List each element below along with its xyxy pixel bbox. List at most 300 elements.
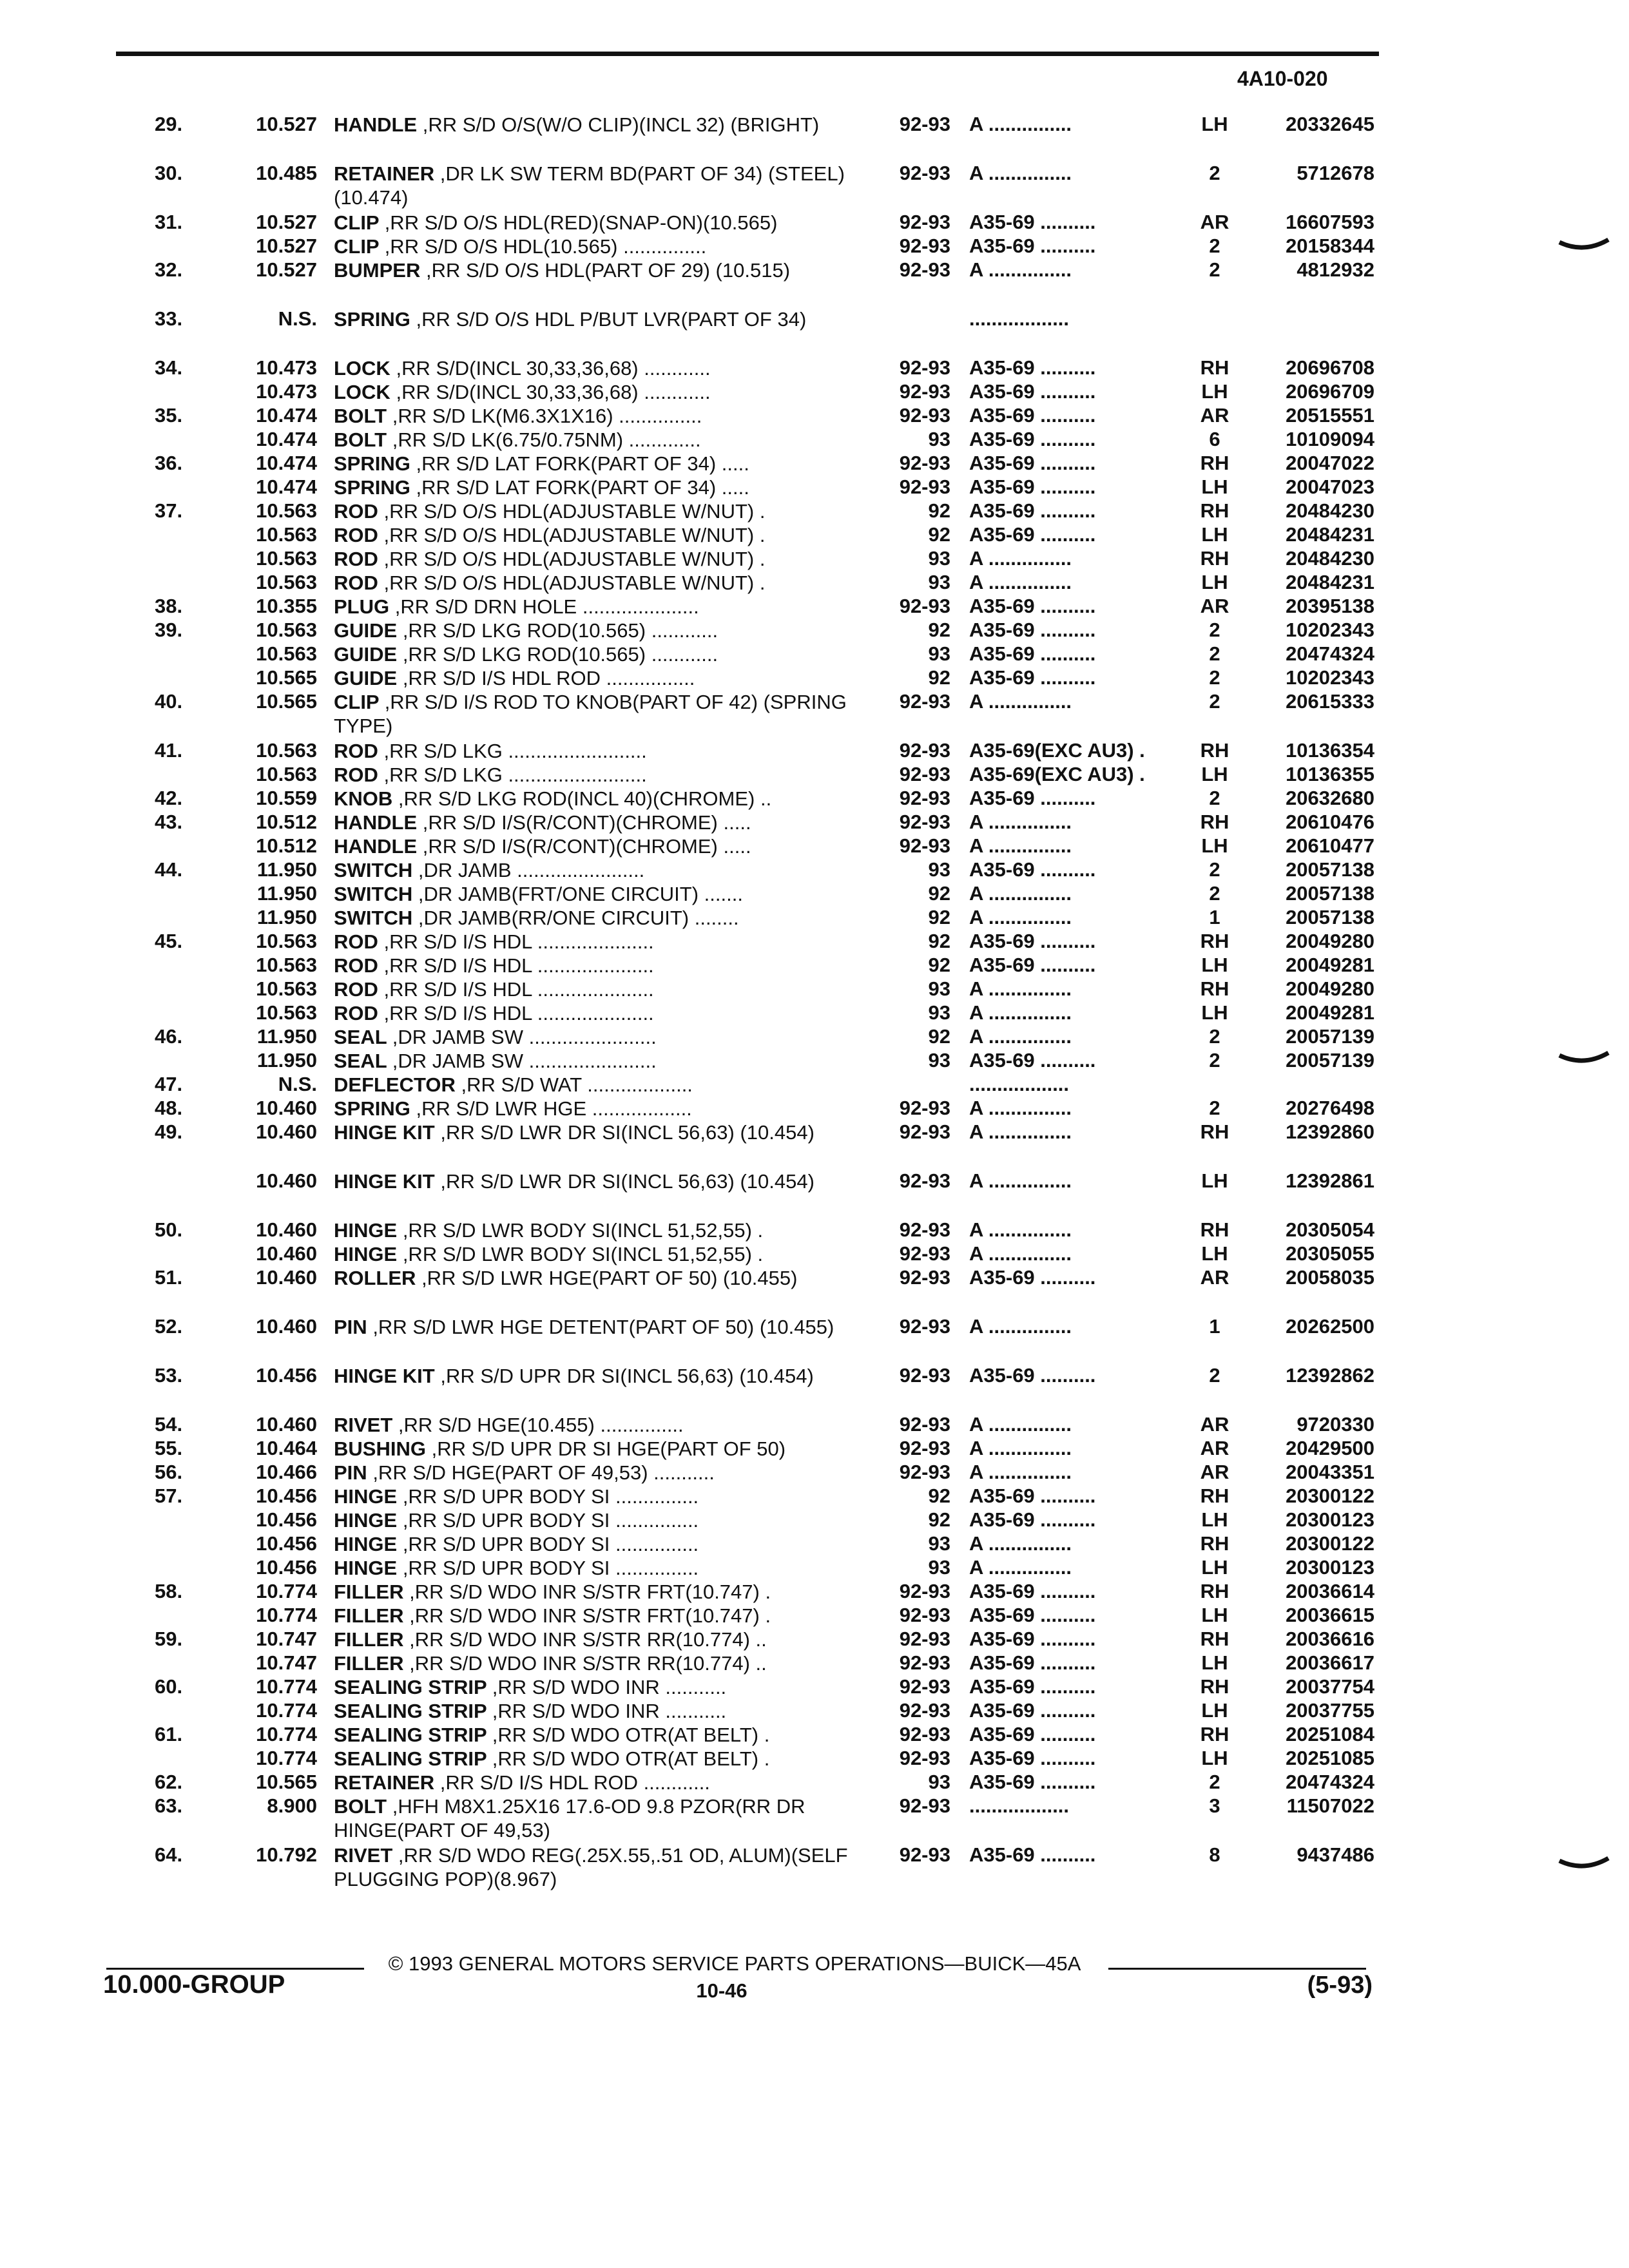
group-number: 10.512 <box>256 834 317 857</box>
group-number: 10.460 <box>256 1218 317 1241</box>
model-years: 92 <box>928 1025 950 1048</box>
part-detail: ,RR S/D O/S HDL P/BUT LVR(PART OF 34) <box>416 308 807 331</box>
part-name: RIVET <box>334 1414 393 1436</box>
part-description <box>334 1794 888 1842</box>
model-years: 92-93 <box>899 1242 950 1265</box>
quantity: LH <box>1201 476 1228 498</box>
model-years: 93 <box>928 1049 950 1072</box>
quantity: LH <box>1201 523 1228 546</box>
part-name: FILLER <box>334 1581 404 1603</box>
part-row <box>0 571 1629 595</box>
part-row <box>0 1580 1629 1604</box>
part-description <box>334 1771 888 1794</box>
group-number: 10.563 <box>256 763 317 785</box>
part-number: 20300123 <box>1286 1556 1374 1579</box>
group-number: 10.565 <box>256 690 317 713</box>
part-row <box>0 1747 1629 1771</box>
part-description <box>334 1073 888 1097</box>
part-detail: ,DR JAMB ....................... <box>418 859 645 881</box>
group-number: 10.460 <box>256 1097 317 1119</box>
quantity: RH <box>1200 1120 1229 1143</box>
part-description <box>334 642 888 666</box>
part-detail: ,DR JAMB SW ....................... <box>392 1026 657 1048</box>
part-number: 20696708 <box>1286 356 1374 379</box>
group-number: 11.950 <box>256 882 317 905</box>
group-number: 11.950 <box>256 1025 317 1048</box>
part-detail: ,HFH M8X1.25X16 17.6-OD 9.8 PZOR(RR DR HINGE(PART OF 49,53) <box>334 1795 805 1841</box>
part-row <box>0 1794 1629 1843</box>
part-detail: ,RR S/D LKG ......................... <box>383 764 647 786</box>
part-description <box>334 356 888 380</box>
reference-number: 48. <box>155 1097 183 1119</box>
quantity: AR <box>1200 1461 1229 1483</box>
part-row <box>0 162 1629 211</box>
quantity: LH <box>1201 1556 1228 1579</box>
part-detail: ,RR S/D O/S HDL(ADJUSTABLE W/NUT) . <box>383 548 766 570</box>
model-years: 93 <box>928 547 950 570</box>
part-detail: ,RR S/D LKG ROD(10.565) ............ <box>402 643 718 666</box>
model-years: 92-93 <box>899 211 950 233</box>
model-years: 92-93 <box>899 1794 950 1817</box>
part-description <box>334 1120 888 1144</box>
model-years: 92-93 <box>899 1120 950 1143</box>
part-row <box>0 1628 1629 1651</box>
part-name: SWITCH <box>334 907 413 929</box>
part-name: HINGE <box>334 1243 398 1265</box>
part-row <box>0 1843 1629 1892</box>
part-description <box>334 1532 888 1556</box>
reference-number: 58. <box>155 1580 183 1602</box>
part-detail: ,RR S/D WDO INR ........... <box>492 1700 727 1722</box>
part-row <box>0 428 1629 452</box>
quantity: 2 <box>1209 1049 1220 1072</box>
model-years: 93 <box>928 977 950 1000</box>
part-number: 20037755 <box>1286 1699 1374 1722</box>
part-number: 20484231 <box>1286 571 1374 593</box>
model-years: 92-93 <box>899 235 950 257</box>
part-name: HINGE KIT <box>334 1365 435 1387</box>
body-style: A35-69 .......... <box>969 1604 1096 1626</box>
model-years: 92-93 <box>899 1843 950 1866</box>
part-detail: ,RR S/D WDO INR S/STR RR(10.774) .. <box>409 1652 767 1675</box>
part-row <box>0 1699 1629 1723</box>
quantity: LH <box>1201 1699 1228 1722</box>
part-name: SEALING STRIP <box>334 1700 487 1722</box>
part-detail: ,RR S/D I/S HDL ROD ................ <box>402 667 695 689</box>
body-style: A ............... <box>969 1556 1072 1579</box>
part-row <box>0 404 1629 428</box>
group-number: 10.473 <box>256 380 317 403</box>
part-number: 20305055 <box>1286 1242 1374 1265</box>
part-detail: ,RR S/D I/S HDL ..................... <box>383 1002 654 1024</box>
body-style: A ............... <box>969 1025 1072 1048</box>
part-row <box>0 1169 1629 1218</box>
quantity: 2 <box>1209 882 1220 905</box>
group-number: 10.474 <box>256 428 317 450</box>
part-name: SEAL <box>334 1050 387 1072</box>
part-name: ROD <box>334 764 378 786</box>
quantity: LH <box>1201 1604 1228 1626</box>
part-detail: ,RR S/D O/S(W/O CLIP)(INCL 32) (BRIGHT) <box>422 113 820 136</box>
part-description <box>334 1266 888 1290</box>
part-detail: ,RR S/D LWR HGE DETENT(PART OF 50) (10.455) <box>372 1316 834 1338</box>
part-detail: ,RR S/D O/S HDL(ADJUSTABLE W/NUT) . <box>383 524 766 546</box>
part-row <box>0 763 1629 787</box>
part-row <box>0 1508 1629 1532</box>
part-number: 20043351 <box>1286 1461 1374 1483</box>
body-style: A35-69 .......... <box>969 642 1096 665</box>
part-detail: ,RR S/D HGE(PART OF 49,53) ........... <box>372 1461 715 1484</box>
group-number: 10.474 <box>256 404 317 427</box>
part-name: LOCK <box>334 357 390 380</box>
part-number: 20484231 <box>1286 523 1374 546</box>
quantity: 2 <box>1209 858 1220 881</box>
body-style: A35-69 .......... <box>969 523 1096 546</box>
quantity: 2 <box>1209 642 1220 665</box>
model-years: 92-93 <box>899 595 950 617</box>
group-number: 10.460 <box>256 1120 317 1143</box>
body-style: A35-69 .......... <box>969 1651 1096 1674</box>
quantity: LH <box>1201 571 1228 593</box>
part-row <box>0 1437 1629 1461</box>
reference-number: 31. <box>155 211 183 233</box>
part-row <box>0 452 1629 476</box>
reference-number: 45. <box>155 930 183 952</box>
quantity: AR <box>1200 1413 1229 1436</box>
body-style: A ............... <box>969 1315 1072 1338</box>
model-years: 92-93 <box>899 1461 950 1483</box>
part-row <box>0 356 1629 380</box>
model-years: 92 <box>928 954 950 976</box>
part-number: 10202343 <box>1286 619 1374 641</box>
part-detail: ,RR S/D I/S(R/CONT)(CHROME) ..... <box>422 835 751 858</box>
part-detail: ,DR JAMB(FRT/ONE CIRCUIT) ....... <box>418 883 743 905</box>
group-number: 10.774 <box>256 1699 317 1722</box>
part-name: HINGE KIT <box>334 1121 435 1144</box>
part-name: SPRING <box>334 1097 410 1120</box>
part-description <box>334 1675 888 1699</box>
model-years: 92 <box>928 523 950 546</box>
part-description <box>334 666 888 690</box>
part-description <box>334 571 888 595</box>
quantity: LH <box>1201 1001 1228 1024</box>
group-number: 10.485 <box>256 162 317 184</box>
quantity: LH <box>1201 1747 1228 1769</box>
quantity: LH <box>1201 954 1228 976</box>
reference-number: 35. <box>155 404 183 427</box>
part-row <box>0 834 1629 858</box>
part-name: HINGE KIT <box>334 1170 435 1193</box>
part-detail: ,DR JAMB(RR/ONE CIRCUIT) ........ <box>418 907 739 929</box>
part-row <box>0 1556 1629 1580</box>
body-style: A ............... <box>969 1532 1072 1555</box>
part-number: 9720330 <box>1296 1413 1374 1436</box>
part-name: HINGE <box>334 1533 398 1555</box>
group-number: 11.950 <box>256 906 317 928</box>
part-detail: ,RR S/D LWR HGE(PART OF 50) (10.455) <box>421 1267 798 1289</box>
reference-number: 52. <box>155 1315 183 1338</box>
part-detail: ,RR S/D O/S HDL(10.565) ............... <box>384 235 707 258</box>
group-number: 10.474 <box>256 452 317 474</box>
part-description <box>334 1242 888 1266</box>
part-row <box>0 1675 1629 1699</box>
group-number: 10.460 <box>256 1266 317 1289</box>
part-number: 20632680 <box>1286 787 1374 809</box>
quantity: LH <box>1201 763 1228 785</box>
body-style: A ............... <box>969 906 1072 928</box>
part-number: 20610477 <box>1286 834 1374 857</box>
part-detail: ,RR S/D UPR BODY SI ............... <box>402 1485 699 1508</box>
part-name: HINGE <box>334 1485 398 1508</box>
body-style: A ............... <box>969 1242 1072 1265</box>
group-number: 10.460 <box>256 1413 317 1436</box>
reference-number: 42. <box>155 787 183 809</box>
part-detail: ,DR JAMB SW ....................... <box>392 1050 657 1072</box>
part-description <box>334 763 888 787</box>
part-row <box>0 1364 1629 1413</box>
quantity: RH <box>1200 499 1229 522</box>
part-number: 20610476 <box>1286 811 1374 833</box>
part-description <box>334 258 888 282</box>
model-years: 92-93 <box>899 356 950 379</box>
part-detail: ,RR S/D LWR BODY SI(INCL 51,52,55) . <box>402 1219 764 1242</box>
part-name: ROD <box>334 572 378 594</box>
quantity: 3 <box>1209 1794 1220 1817</box>
reference-number: 44. <box>155 858 183 881</box>
part-name: PIN <box>334 1316 367 1338</box>
part-name: BUSHING <box>334 1437 426 1460</box>
part-name: RIVET <box>334 1844 393 1867</box>
reference-number: 55. <box>155 1437 183 1459</box>
part-row <box>0 595 1629 619</box>
body-style: A35-69 .......... <box>969 1843 1096 1866</box>
group-number: 10.460 <box>256 1315 317 1338</box>
part-name: GUIDE <box>334 619 398 642</box>
group-number: N.S. <box>278 307 317 330</box>
body-style: A ............... <box>969 1413 1072 1436</box>
part-detail: ,RR S/D LWR DR SI(INCL 56,63) (10.454) <box>440 1170 815 1193</box>
part-description <box>334 380 888 404</box>
part-description <box>334 882 888 906</box>
part-row <box>0 954 1629 977</box>
reference-number: 33. <box>155 307 183 330</box>
part-detail: ,RR S/D WDO OTR(AT BELT) . <box>492 1724 770 1746</box>
quantity: LH <box>1201 834 1228 857</box>
quantity: RH <box>1200 547 1229 570</box>
quantity: RH <box>1200 977 1229 1000</box>
part-row <box>0 1485 1629 1508</box>
group-number: 10.456 <box>256 1485 317 1507</box>
body-style: A35-69 .......... <box>969 1771 1096 1793</box>
footer-rule-right <box>1108 1968 1366 1970</box>
part-row <box>0 739 1629 763</box>
part-row <box>0 930 1629 954</box>
part-detail: ,DR LK SW TERM BD(PART OF 34) (STEEL)(10.474) <box>334 162 845 209</box>
part-number: 20395138 <box>1286 595 1374 617</box>
group-number: 8.900 <box>267 1794 317 1817</box>
part-row <box>0 1461 1629 1485</box>
part-description <box>334 1169 888 1193</box>
group-number: 10.456 <box>256 1508 317 1531</box>
part-number: 9437486 <box>1296 1843 1374 1866</box>
reference-number: 38. <box>155 595 183 617</box>
part-number: 20047022 <box>1286 452 1374 474</box>
part-detail: ,RR S/D I/S(R/CONT)(CHROME) ..... <box>422 811 751 834</box>
body-style: A35-69 .......... <box>969 211 1096 233</box>
part-description <box>334 595 888 619</box>
part-number: 11507022 <box>1286 1794 1374 1817</box>
body-style: A35-69 .......... <box>969 1747 1096 1769</box>
reference-number: 53. <box>155 1364 183 1387</box>
part-name: SPRING <box>334 476 410 499</box>
part-description <box>334 235 888 258</box>
part-description <box>334 404 888 428</box>
quantity: LH <box>1201 1169 1228 1192</box>
body-style: A35-69 .......... <box>969 1723 1096 1745</box>
model-years: 93 <box>928 1532 950 1555</box>
model-years: 92-93 <box>899 763 950 785</box>
group-number: 10.512 <box>256 811 317 833</box>
quantity: RH <box>1200 1580 1229 1602</box>
body-style: A ............... <box>969 162 1072 184</box>
reference-number: 39. <box>155 619 183 641</box>
part-detail: ,RR S/D(INCL 30,33,36,68) ............ <box>396 357 711 380</box>
part-number: 20047023 <box>1286 476 1374 498</box>
quantity: RH <box>1200 1675 1229 1698</box>
group-number: 10.563 <box>256 571 317 593</box>
group-number: 10.456 <box>256 1556 317 1579</box>
part-name: HINGE <box>334 1219 398 1242</box>
part-name: HINGE <box>334 1509 398 1532</box>
group-number: 10.527 <box>256 113 317 135</box>
part-name: FILLER <box>334 1628 404 1651</box>
group-number: 10.563 <box>256 499 317 522</box>
body-style: A ............... <box>969 1461 1072 1483</box>
group-number: 10.563 <box>256 954 317 976</box>
reference-number: 36. <box>155 452 183 474</box>
page-number: 10-46 <box>696 1979 747 2002</box>
part-row <box>0 1120 1629 1169</box>
reference-number: 61. <box>155 1723 183 1745</box>
part-detail: ,RR S/D UPR DR SI HGE(PART OF 50) <box>431 1437 786 1460</box>
part-description <box>334 523 888 547</box>
part-detail: ,RR S/D LAT FORK(PART OF 34) ..... <box>416 476 749 499</box>
part-number: 20058035 <box>1286 1266 1374 1289</box>
part-row <box>0 619 1629 642</box>
part-name: ROD <box>334 954 378 977</box>
part-description <box>334 1437 888 1461</box>
reference-number: 41. <box>155 739 183 762</box>
part-row <box>0 690 1629 739</box>
model-years: 93 <box>928 428 950 450</box>
model-years: 93 <box>928 1001 950 1024</box>
part-row <box>0 1049 1629 1073</box>
part-name: SPRING <box>334 308 410 331</box>
group-number: 11.950 <box>256 1049 317 1072</box>
body-style: A35-69 .......... <box>969 1580 1096 1602</box>
body-style: A35-69 .......... <box>969 428 1096 450</box>
part-detail: ,RR S/D O/S HDL(ADJUSTABLE W/NUT) . <box>383 572 766 594</box>
part-number: 20262500 <box>1286 1315 1374 1338</box>
part-name: FILLER <box>334 1652 404 1675</box>
part-name: KNOB <box>334 787 393 810</box>
part-name: HANDLE <box>334 835 418 858</box>
part-number: 20484230 <box>1286 547 1374 570</box>
body-style: A35-69 .......... <box>969 858 1096 881</box>
part-description <box>334 619 888 642</box>
body-style: A35-69 .......... <box>969 1049 1096 1072</box>
part-name: DEFLECTOR <box>334 1073 456 1096</box>
group-number: 10.774 <box>256 1604 317 1626</box>
quantity: AR <box>1200 211 1229 233</box>
body-style: A35-69(EXC AU3) . <box>969 739 1145 762</box>
model-years: 92-93 <box>899 1169 950 1192</box>
body-style: A35-69 .......... <box>969 954 1096 976</box>
part-description <box>334 1413 888 1437</box>
part-number: 20057139 <box>1286 1025 1374 1048</box>
model-years: 92-93 <box>899 1580 950 1602</box>
model-years: 92-93 <box>899 1315 950 1338</box>
part-number: 20300122 <box>1286 1532 1374 1555</box>
part-description <box>334 113 888 137</box>
part-row <box>0 1025 1629 1049</box>
part-number: 10202343 <box>1286 666 1374 689</box>
part-number: 20036617 <box>1286 1651 1374 1674</box>
group-number: 10.527 <box>256 258 317 281</box>
date-code: (5-93) <box>1307 1972 1373 1999</box>
part-description <box>334 1315 888 1339</box>
part-name: LOCK <box>334 381 390 403</box>
body-style: A ............... <box>969 1169 1072 1192</box>
group-number: 10.563 <box>256 523 317 546</box>
part-description <box>334 547 888 571</box>
binder-mark-icon <box>1558 1856 1610 1875</box>
part-name: PLUG <box>334 595 390 618</box>
quantity: 2 <box>1209 787 1220 809</box>
model-years: 92-93 <box>899 113 950 135</box>
group-number: 10.527 <box>256 235 317 257</box>
part-row <box>0 642 1629 666</box>
part-description <box>334 162 888 209</box>
group-number: 10.563 <box>256 739 317 762</box>
part-row <box>0 906 1629 930</box>
part-name: SEALING STRIP <box>334 1676 487 1698</box>
part-detail: ,RR S/D I/S HDL ..................... <box>383 978 654 1001</box>
page-code: 4A10-020 <box>1237 67 1328 90</box>
part-name: BUMPER <box>334 259 421 282</box>
model-years: 92-93 <box>899 258 950 281</box>
group-number: 10.563 <box>256 619 317 641</box>
model-years: 92-93 <box>899 1723 950 1745</box>
group-number: 10.460 <box>256 1169 317 1192</box>
reference-number: 60. <box>155 1675 183 1698</box>
part-number: 10136355 <box>1286 763 1374 785</box>
group-number: 10.563 <box>256 977 317 1000</box>
part-detail: ,RR S/D LKG ROD(INCL 40)(CHROME) .. <box>398 787 772 810</box>
body-style: .................. <box>969 307 1070 330</box>
body-style: A35-69 .......... <box>969 404 1096 427</box>
part-number: 10136354 <box>1286 739 1374 762</box>
part-description <box>334 1001 888 1025</box>
group-number: 10.559 <box>256 787 317 809</box>
body-style: A35-69(EXC AU3) . <box>969 763 1145 785</box>
part-description <box>334 1049 888 1073</box>
group-number: 10.774 <box>256 1747 317 1769</box>
reference-number: 59. <box>155 1628 183 1650</box>
part-description <box>334 739 888 763</box>
part-row <box>0 499 1629 523</box>
part-name: HANDLE <box>334 811 418 834</box>
